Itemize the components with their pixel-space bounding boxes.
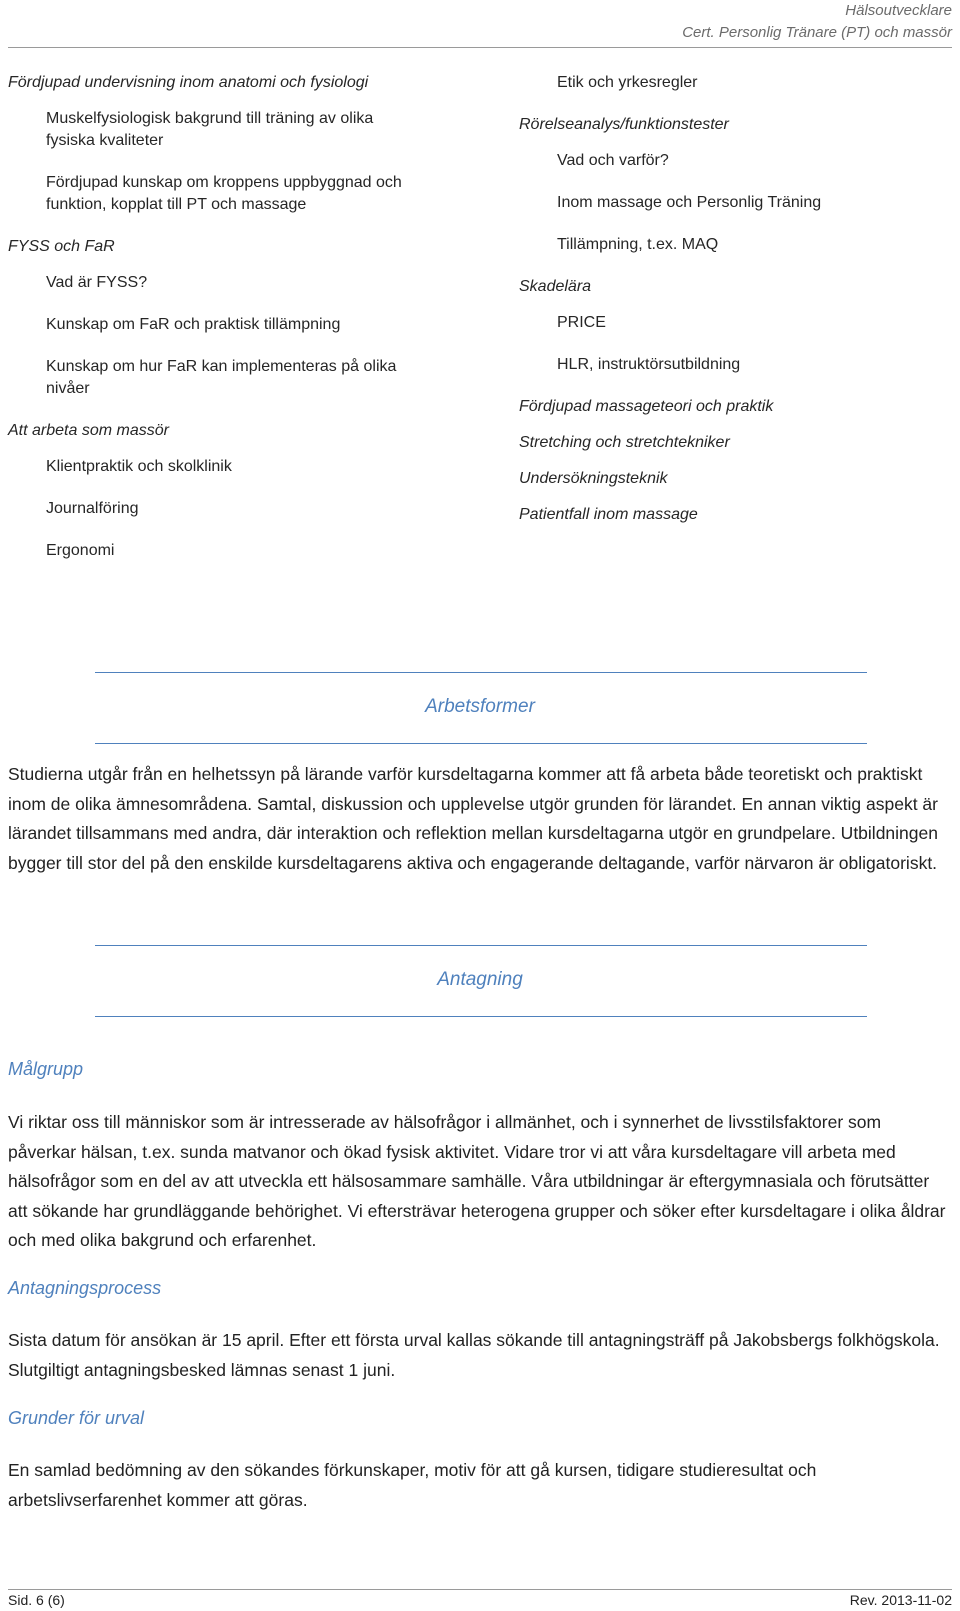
list-item: PRICE [557, 314, 606, 331]
page-header [682, 0, 952, 44]
antagning-title: Antagning [437, 969, 523, 990]
list-item: Ergonomi [46, 542, 115, 559]
section-heading: Fördjupad undervisning inom anatomi och fysiologi [8, 74, 369, 91]
list-item: Journalföring [46, 500, 139, 517]
header-title: Hälsoutvecklare [845, 2, 952, 19]
urval-text: En samlad bedömning av den sökandes förkunskaper, motiv för att gå kursen, tidigare studieresultat och arbetslivserfarenhet kommer att göras. [8, 1460, 817, 1510]
section-heading: Undersökningsteknik [519, 470, 668, 487]
section-divider [95, 743, 867, 744]
list-item: Muskelfysiologisk bakgrund till träning av olika fysiska kvaliteter [46, 110, 374, 149]
section-heading: Att arbeta som massör [8, 422, 169, 439]
arbetsformer-title: Arbetsformer [425, 696, 535, 717]
revision-date: Rev. 2013-11-02 [849, 1592, 952, 1608]
urval-heading: Grunder för urval [8, 1408, 145, 1428]
section-heading: Stretching och stretchtekniker [519, 434, 730, 451]
header-subtitle: Cert. Personlig Tränare (PT) och massör [682, 24, 952, 41]
section-divider [95, 945, 867, 946]
left-column [8, 60, 448, 582]
section-heading: FYSS och FaR [8, 238, 115, 255]
arbetsformer-text: Studierna utgår från en helhetssyn på lärande varför kursdeltagarna kommer att få arbeta både teoretiskt och praktiskt inom de olika ämnesområdena. Samtal, diskussion och upplevelse utgör grunden för lärandet. En annan viktig aspekt är lärandet tillsammans med andra, där interaktion och reflektion mellan kursdeltagarna utgör en grundpelare. Utbildningen bygger till stor del på den enskilde kursdeltagarens aktiva och engagerande deltagande, varför närvaron är obligatoriskt. [8, 764, 938, 873]
list-item: HLR, instruktörsutbildning [557, 356, 741, 373]
footer-divider [8, 1589, 952, 1590]
list-item: Vad och varför? [557, 152, 669, 169]
malgrupp-heading: Målgrupp [8, 1059, 84, 1079]
list-item: Kunskap om FaR och praktisk tillämpning [46, 316, 341, 333]
section-heading: Rörelseanalys/funktionstester [519, 116, 729, 133]
section-divider [95, 672, 867, 673]
list-item: Fördjupad kunskap om kroppens uppbyggnad och funktion, kopplat till PT och massage [46, 174, 402, 213]
list-item: Etik och yrkesregler [557, 74, 698, 91]
page-number: Sid. 6 (6) [8, 1592, 65, 1608]
list-item: Inom massage och Personlig Träning [557, 194, 822, 211]
list-item: Tillämpning, t.ex. MAQ [557, 236, 719, 253]
malgrupp-text: Vi riktar oss till människor som är intresserade av hälsofrågor i allmänhet, och i synnerhet de livsstilsfaktorer som påverkar hälsan, t.ex. sunda matvanor och ökad fysisk aktivitet. Vidare tror vi att våra kursdeltagare vill arbeta med hälsofrågor som en del av att utveckla ett hälsosammare samhälle. Våra utbildningar är eftergymnasiala och förutsätter att sökande har grundläggande behörighet. Vi eftersträvar heterogena grupper och söker efter kursdeltagare i olika åldrar och med olika bakgrund och erfarenhet. [8, 1112, 946, 1250]
section-heading: Fördjupad massageteori och praktik [519, 398, 774, 415]
antagningsprocess-text: Sista datum för ansökan är 15 april. Efter ett första urval kallas sökande till antagningsträff på Jakobsbergs folkhögskola. Slutgiltigt antagningsbesked lämnas senast 1 juni. [8, 1330, 940, 1380]
list-item: Kunskap om hur FaR kan implementeras på olika nivåer [46, 358, 397, 397]
header-divider [8, 47, 952, 48]
section-heading: Patientfall inom massage [519, 506, 698, 523]
right-column [519, 60, 949, 540]
antagningsprocess-heading: Antagningsprocess [8, 1278, 162, 1298]
section-heading: Skadelära [519, 278, 592, 295]
list-item: Vad är FYSS? [46, 274, 148, 291]
list-item: Klientpraktik och skolklinik [46, 458, 232, 475]
section-divider [95, 1016, 867, 1017]
